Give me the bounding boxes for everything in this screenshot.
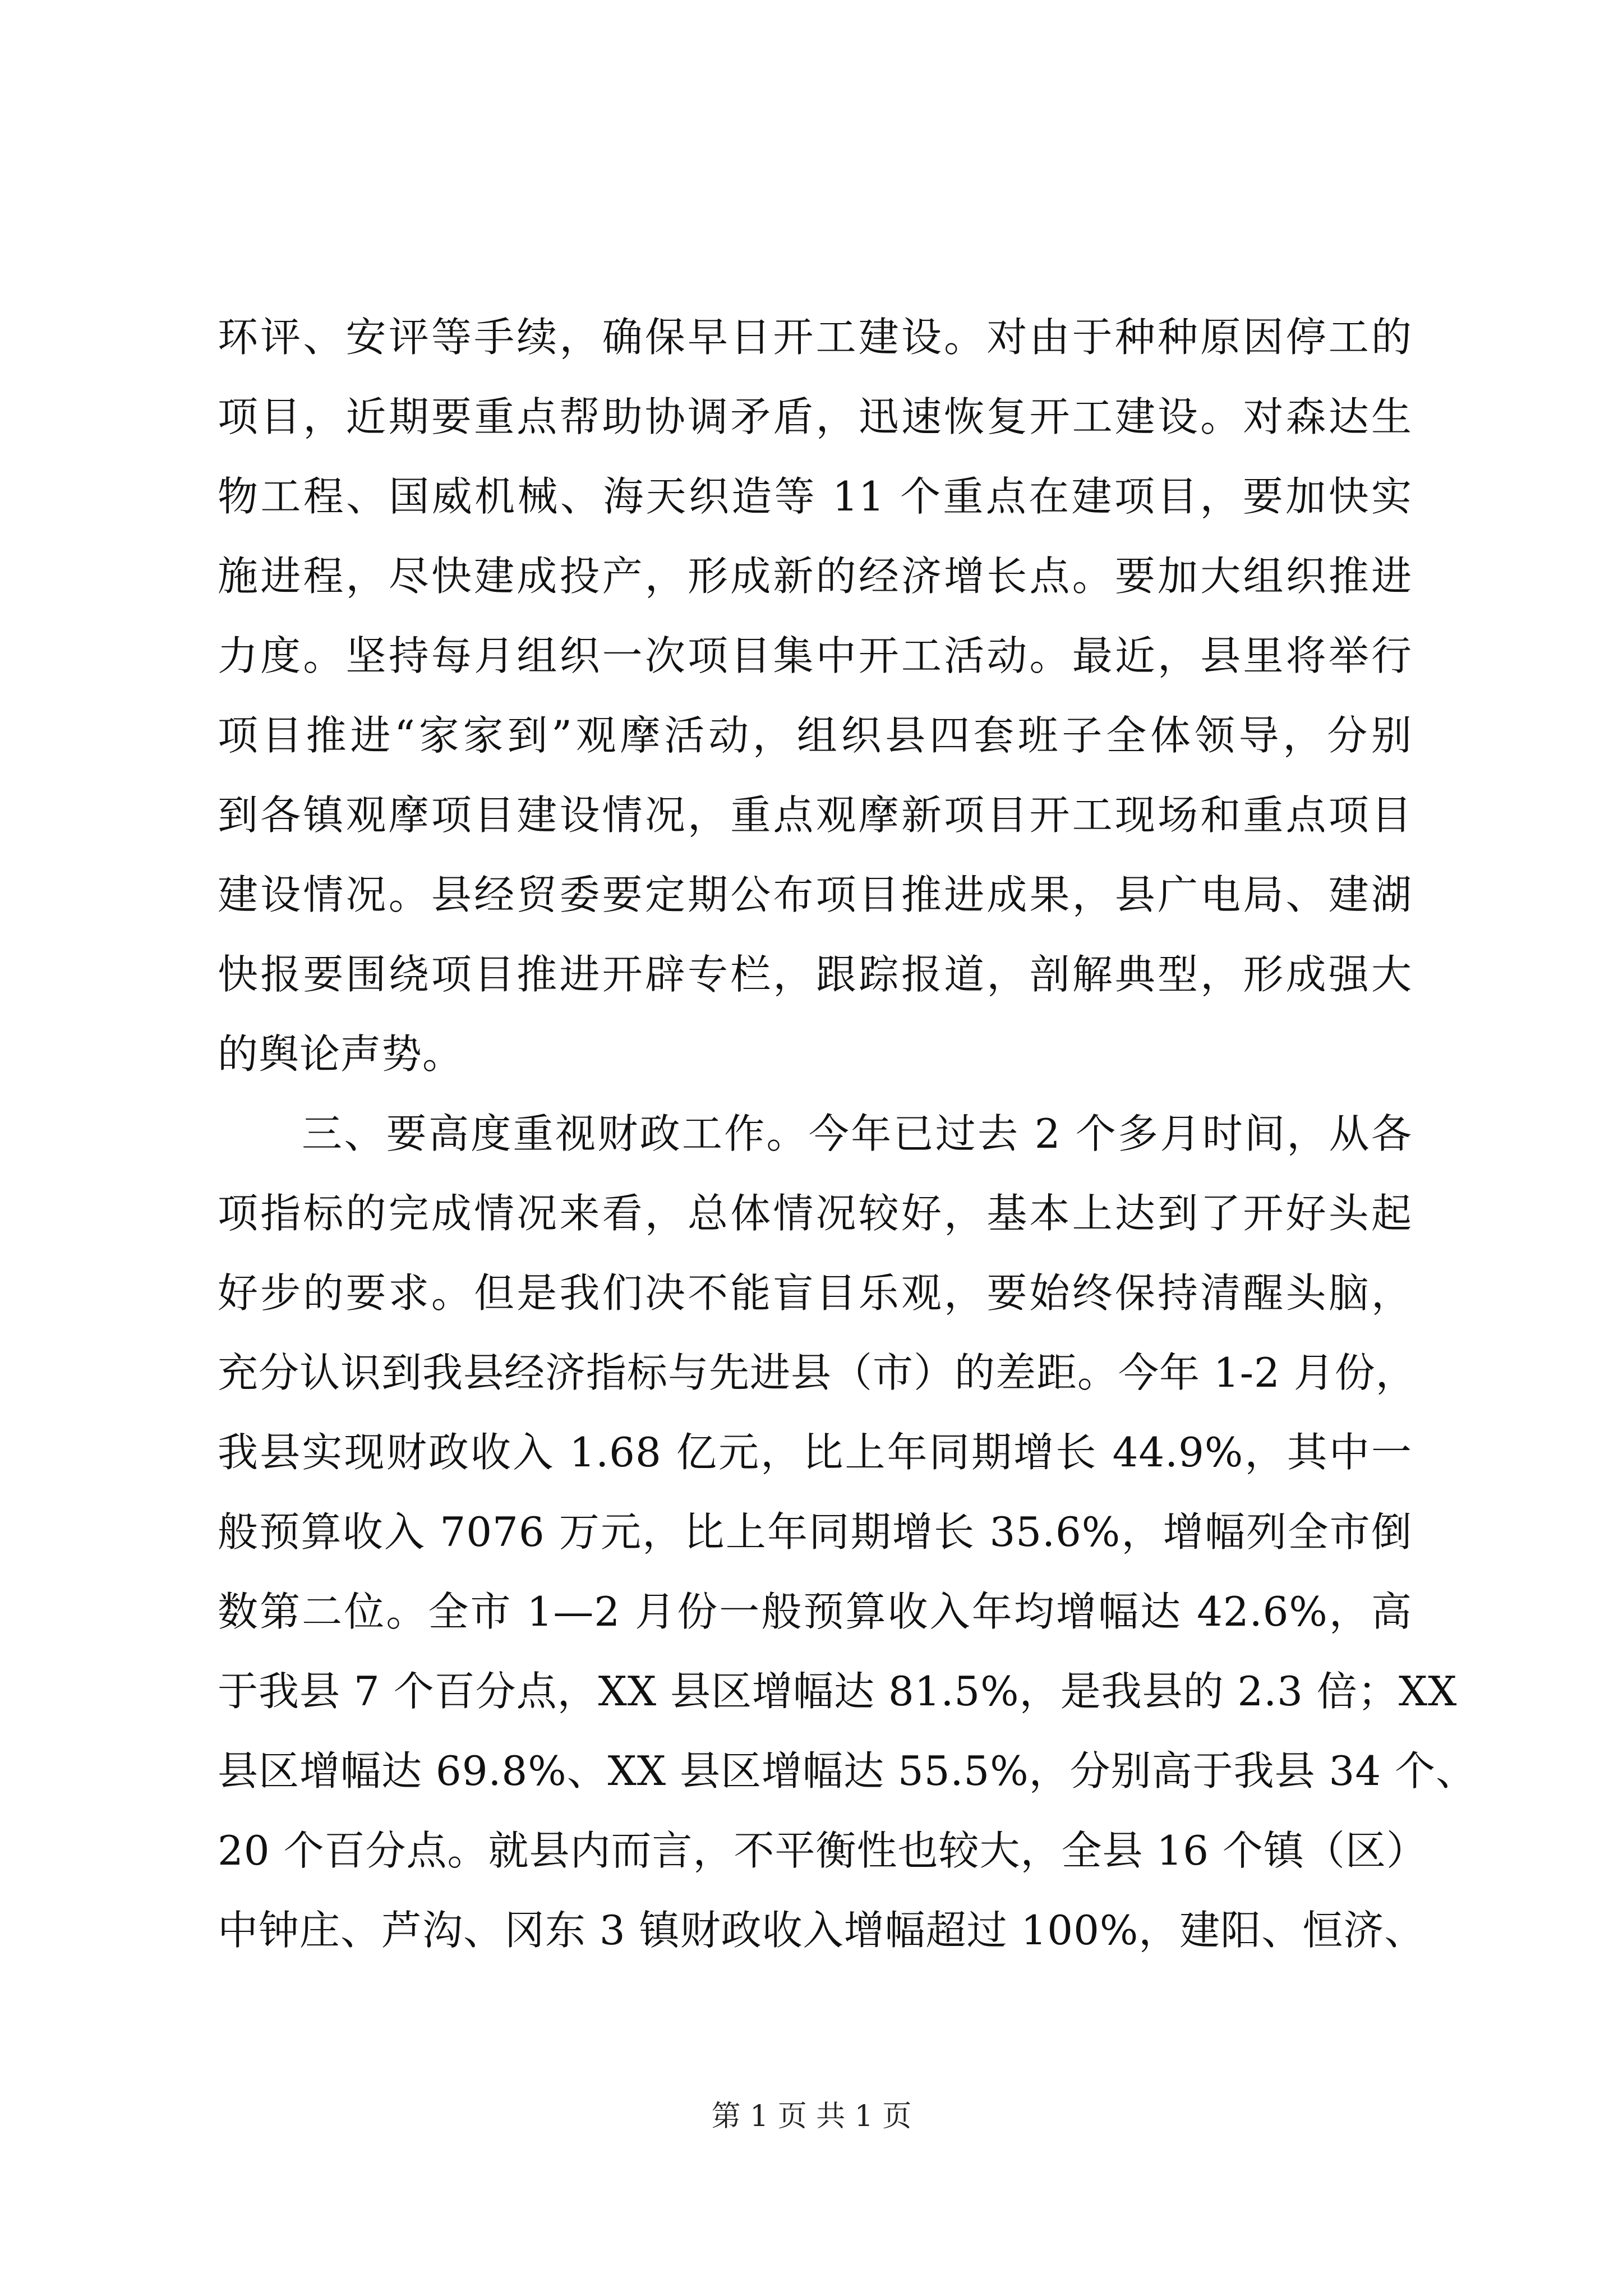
text-line: 力度。坚持每月组织一次项目集中开工活动。最近，县里将举行 bbox=[218, 632, 1412, 679]
text-line: 环评、安评等手续，确保早日开工建设。对由于种种原因停工的 bbox=[218, 314, 1412, 361]
text-line: 物工程、国威机械、海天织造等 11 个重点在建项目，要加快实 bbox=[218, 473, 1412, 520]
document-body bbox=[218, 297, 1477, 1970]
text-line: 数第二位。全市 1—2 月份一般预算收入年均增幅达 42.6%，高 bbox=[218, 1588, 1412, 1635]
text-line: 县区增幅达 69.8%、XX 县区增幅达 55.5%，分别高于我县 34 个、 bbox=[218, 1747, 1477, 1795]
text-line: 的舆论声势。 bbox=[218, 1030, 464, 1078]
text-line: 项指标的完成情况来看，总体情况较好，基本上达到了开好头起 bbox=[218, 1190, 1412, 1237]
text-line: 项目推进“家家到”观摩活动，组织县四套班子全体领导，分别 bbox=[218, 712, 1412, 759]
text-line: 般预算收入 7076 万元，比上年同期增长 35.6%，增幅列全市倒 bbox=[218, 1508, 1412, 1556]
text-line: 项目，近期要重点帮助协调矛盾，迅速恢复开工建设。对森达生 bbox=[218, 393, 1412, 440]
text-line: 好步的要求。但是我们决不能盲目乐观，要始终保持清醒头脑， bbox=[218, 1269, 1412, 1317]
page-footer: 第 1 页 共 1 页 bbox=[711, 2100, 912, 2133]
text-line: 施进程，尽快建成投产，形成新的经济增长点。要加大组织推进 bbox=[218, 553, 1412, 600]
text-line: 20 个百分点。就县内而言，不平衡性也较大，全县 16 个镇（区） bbox=[218, 1827, 1427, 1874]
text-line: 建设情况。县经贸委要定期公布项目推进成果，县广电局、建湖 bbox=[218, 871, 1412, 918]
text-line: 中钟庄、芦沟、冈东 3 镇财政收入增幅超过 100%，建阳、恒济、 bbox=[218, 1907, 1426, 1954]
text-line: 快报要围绕项目推进开辟专栏，跟踪报道，剖解典型，形成强大 bbox=[218, 951, 1412, 998]
text-line: 充分认识到我县经济指标与先进县（市）的差距。今年 1-2 月份， bbox=[218, 1349, 1417, 1396]
text-line: 到各镇观摩项目建设情况，重点观摩新项目开工现场和重点项目 bbox=[218, 792, 1412, 839]
text-line: 于我县 7 个百分点，XX 县区增幅达 81.5%，是我县的 2.3 倍；XX bbox=[218, 1668, 1458, 1715]
text-line: 我县实现财政收入 1.68 亿元，比上年同期增长 44.9%，其中一 bbox=[218, 1429, 1412, 1476]
paragraph-start-line: 三、要高度重视财政工作。今年已过去 2 个多月时间，从各 bbox=[302, 1110, 1412, 1157]
